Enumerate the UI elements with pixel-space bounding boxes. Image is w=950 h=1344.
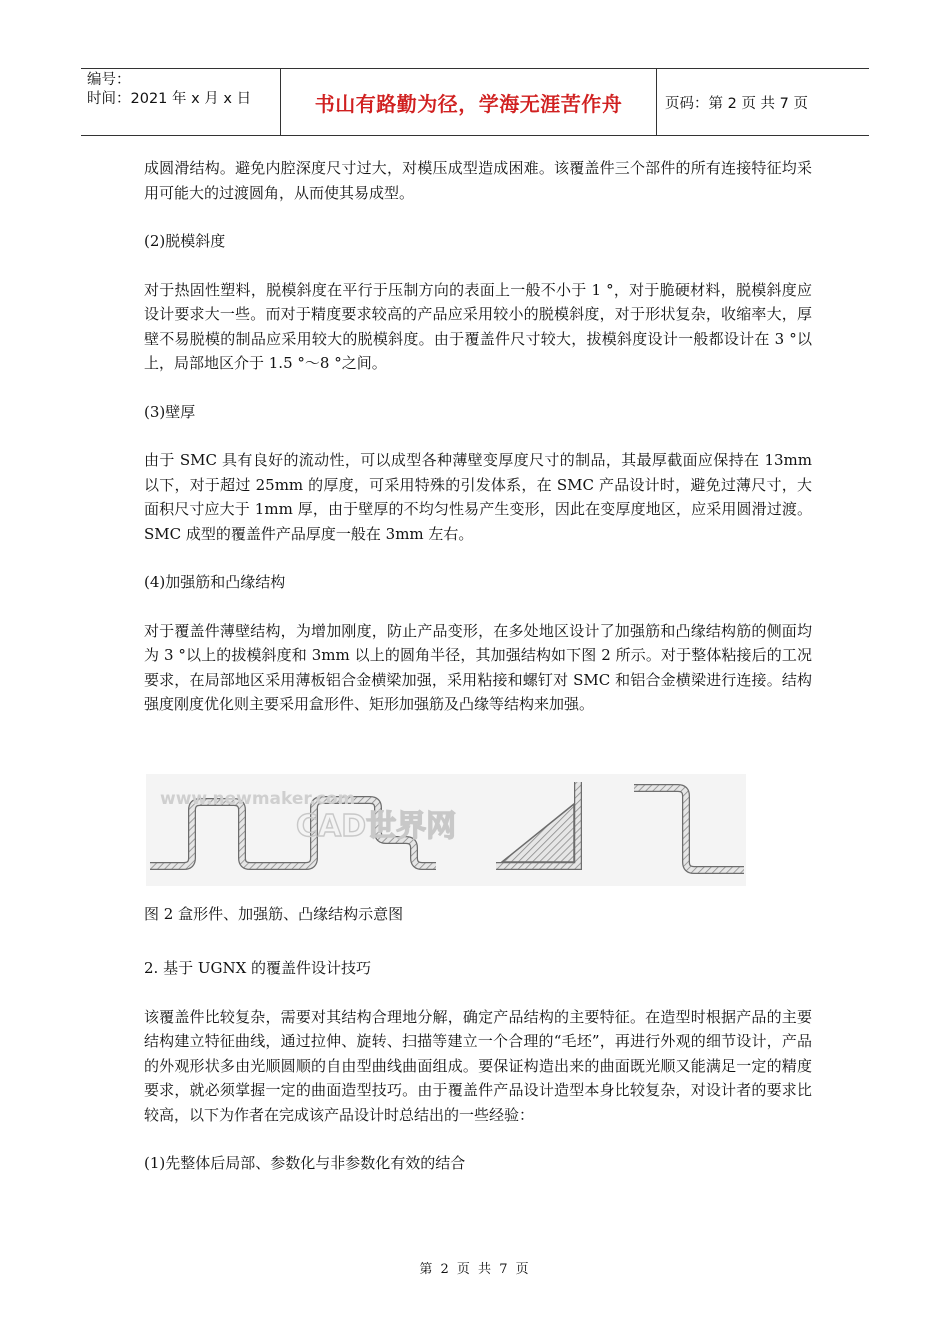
figure-caption: 图 2 盒形件、加强筋、凸缘结构示意图 [144, 905, 404, 923]
section-heading: 2. 基于 UGNX 的覆盖件设计技巧 [144, 959, 372, 977]
header-meta [81, 69, 281, 135]
paragraph: 对于热固性塑料，脱模斜度在平行于压制方向的表面上一般不小于 1 °，对于脆硬材料，脱模斜度应设计要求大一些。而对于精度要求较高的产品应采用较小的脱模斜度，对于形状复杂，收缩率大，厚壁不易脱模的制品应采用较大的脱模斜度。由于覆盖件尺寸较大，拔模斜度设计一般都设计在 3 °以上，局部地区介于 1.5 °～8 °之间。 [144, 280, 812, 372]
header-motto: 书山有路勤为径，学海无涯苦作舟 [281, 69, 657, 135]
paragraph: 该覆盖件比较复杂，需要对其结构合理地分解，确定产品结构的主要特征。在造型时根据产品的主要结构建立特征曲线，通过拉伸、旋转、扫描等建立一个合理的“毛坯”，再进行外观的细节设计，产品的外观形状多由光顺圆顺的自由型曲线曲面组成。要保证构造出来的曲面既光顺又能满足一定的精度要求，就必须掌握一定的曲面造型技巧。由于覆盖件产品设计造型本身比较复杂，对设计者的要求比较高，以下为作者在完成该产品设计时总结出的一些经验： [144, 1007, 812, 1124]
page-footer: 第 2 页 共 7 页 [419, 1262, 531, 1277]
section-heading: (2)脱模斜度 [144, 232, 226, 250]
watermark-brand: CAD世界网 [296, 809, 457, 844]
page-header [81, 68, 869, 136]
section-heading: (4)加强筋和凸缘结构 [144, 573, 286, 591]
body-text-bottom [144, 956, 812, 1200]
paragraph: 由于 SMC 具有良好的流动性，可以成型各种薄壁变厚度尺寸的制品，其最厚截面应保持在 13mm 以下，对于超过 25mm 的厚度，可采用特殊的引发体系，在 SMC 产品设计时，避免过薄尺寸，大面积尺寸应大于 1mm 厚，由于壁厚的不均匀性易产生变形，因此在变厚度地区，应采用圆滑过渡。SMC 成型的覆盖件产品厚度一般在 3mm 左右。 [144, 451, 812, 543]
section-heading: (1)先整体后局部、参数化与非参数化有效的结合 [144, 1154, 466, 1172]
watermark-url: www.newmaker.com [160, 789, 356, 809]
header-page-info: 页码：第 2 页 共 7 页 [665, 95, 808, 112]
code-label: 编号： [87, 72, 131, 88]
time-label: 时间：2021 年 x 月 x 日 [87, 91, 252, 107]
paragraph: 成圆滑结构。避免内腔深度尺寸过大，对模压成型造成困难。该覆盖件三个部件的所有连接特征均采用可能大的过渡圆角，从而使其易成型。 [144, 159, 812, 202]
structure-diagram-image [146, 774, 746, 886]
section-heading: (3)壁厚 [144, 402, 196, 421]
figure-structure-diagram [146, 774, 746, 886]
paragraph: 对于覆盖件薄壁结构，为增加刚度，防止产品变形，在多处地区设计了加强筋和凸缘结构筋的侧面均为 3 °以上的拔模斜度和 3mm 以上的圆角半径，其加强结构如下图 2 所示。对于整体粘接后的工况要求，在局部地区采用薄板铝合金横梁加强，采用粘接和螺钉对 SMC 和铝合金横梁进行连接。结构强度刚度优化则主要采用盒形件、矩形加强筋及凸缘等结构来加强。 [144, 621, 812, 713]
body-text-top [144, 156, 812, 741]
